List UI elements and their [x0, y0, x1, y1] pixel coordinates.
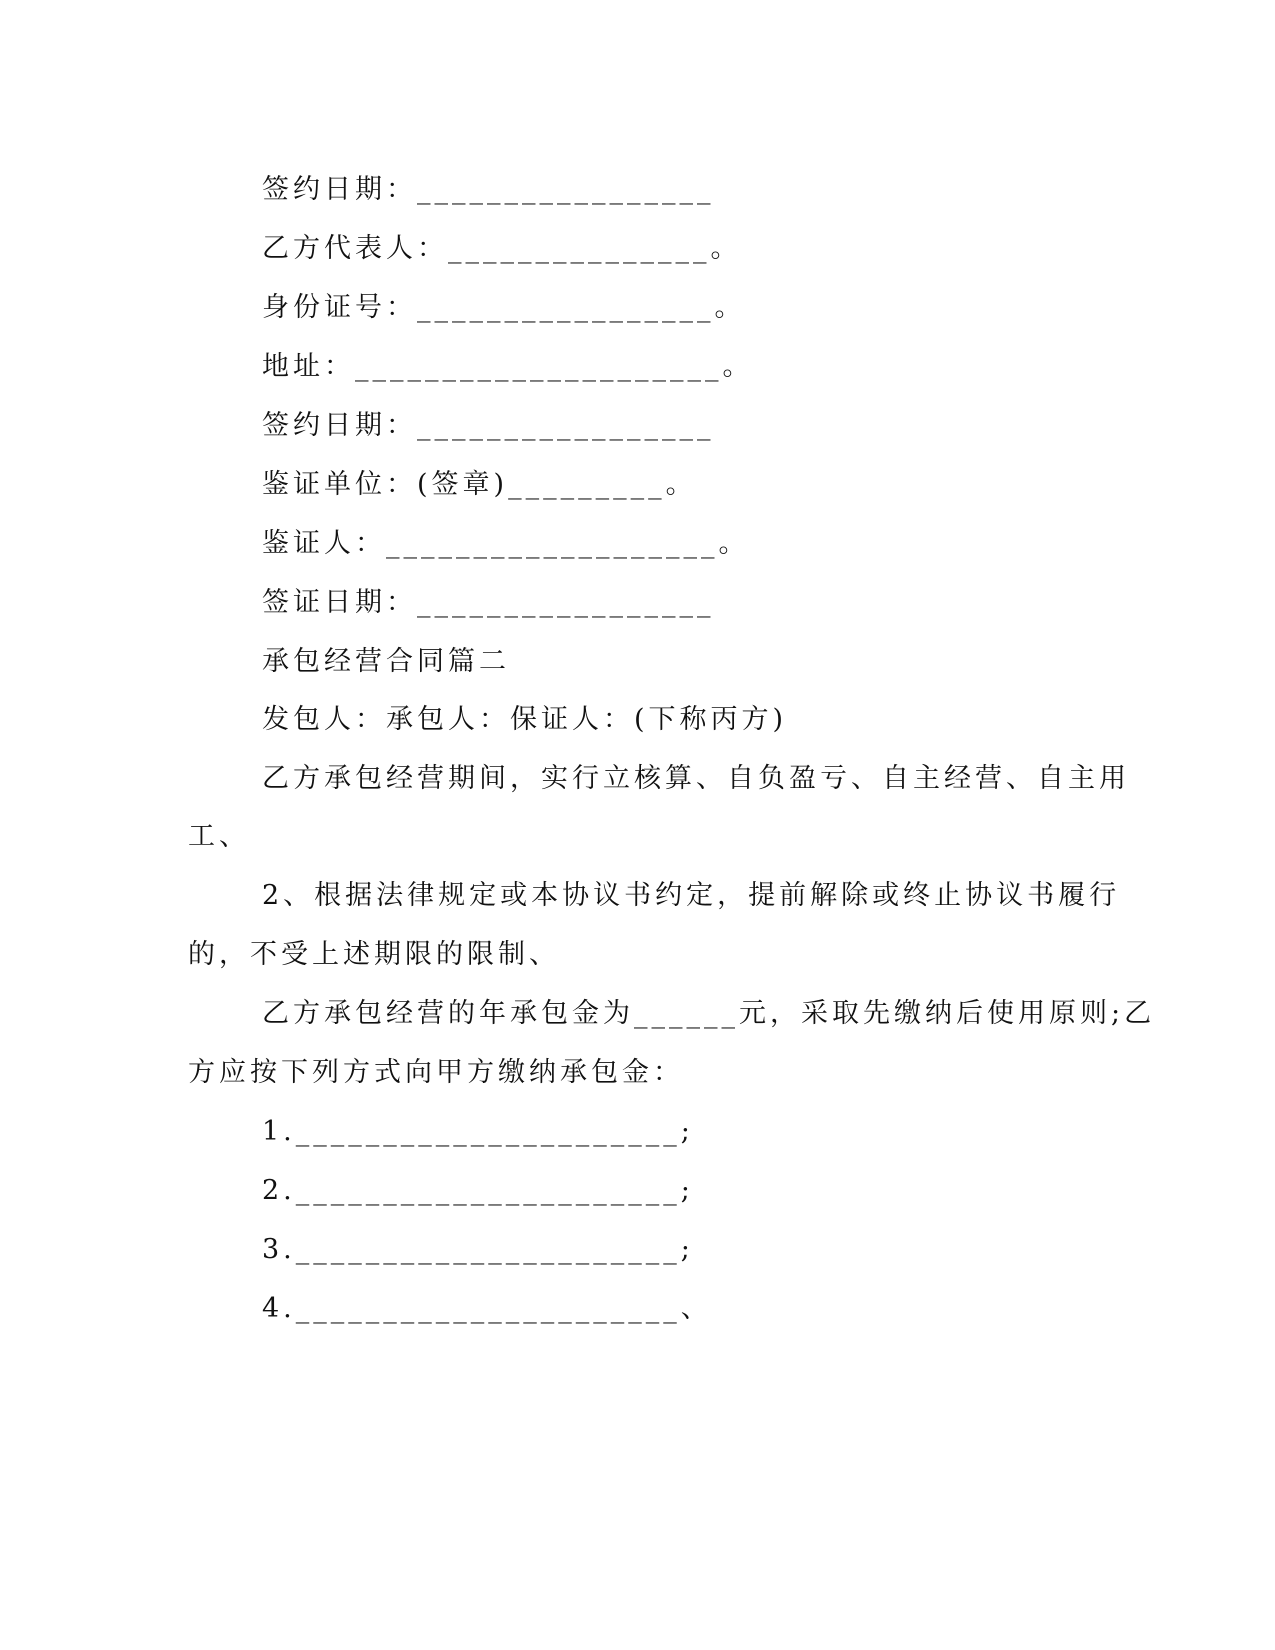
paragraph-2-line-2: 的，不受上述期限的限制、 — [188, 939, 560, 970]
witness-date-line: 签证日期：_________________ — [262, 587, 715, 618]
party-b-representative-line: 乙方代表人：_______________。 — [262, 233, 742, 264]
section-heading: 承包经营合同篇二 — [262, 646, 510, 677]
signing-date-line-1: 签约日期：_________________ — [262, 174, 715, 205]
paragraph-2-line-1: 2、根据法律规定或本协议书约定，提前解除或终止协议书履行 — [262, 880, 1121, 911]
payment-item-1: 1.______________________; — [262, 1116, 694, 1147]
paragraph-3-line-1: 乙方承包经营的年承包金为______元，采取先缴纳后使用原则;乙 — [262, 998, 1156, 1029]
payment-item-4: 4.______________________、 — [262, 1293, 712, 1324]
address-line: 地址：_____________________。 — [262, 351, 754, 382]
parties-line: 发包人：承包人：保证人：(下称丙方) — [262, 704, 788, 735]
id-number-line: 身份证号：_________________。 — [262, 292, 746, 323]
payment-item-2: 2.______________________; — [262, 1175, 694, 1206]
witness-unit-line: 鉴证单位：(签章)_________。 — [262, 469, 697, 500]
paragraph-1-line-2: 工、 — [188, 821, 250, 852]
witness-person-line: 鉴证人：___________________。 — [262, 528, 750, 559]
paragraph-3-line-2: 方应按下列方式向甲方缴纳承包金： — [188, 1057, 684, 1088]
payment-item-3: 3.______________________; — [262, 1234, 694, 1265]
signing-date-line-2: 签约日期：_________________ — [262, 410, 715, 441]
paragraph-1-line-1: 乙方承包经营期间，实行立核算、自负盈亏、自主经营、自主用 — [262, 763, 1130, 794]
